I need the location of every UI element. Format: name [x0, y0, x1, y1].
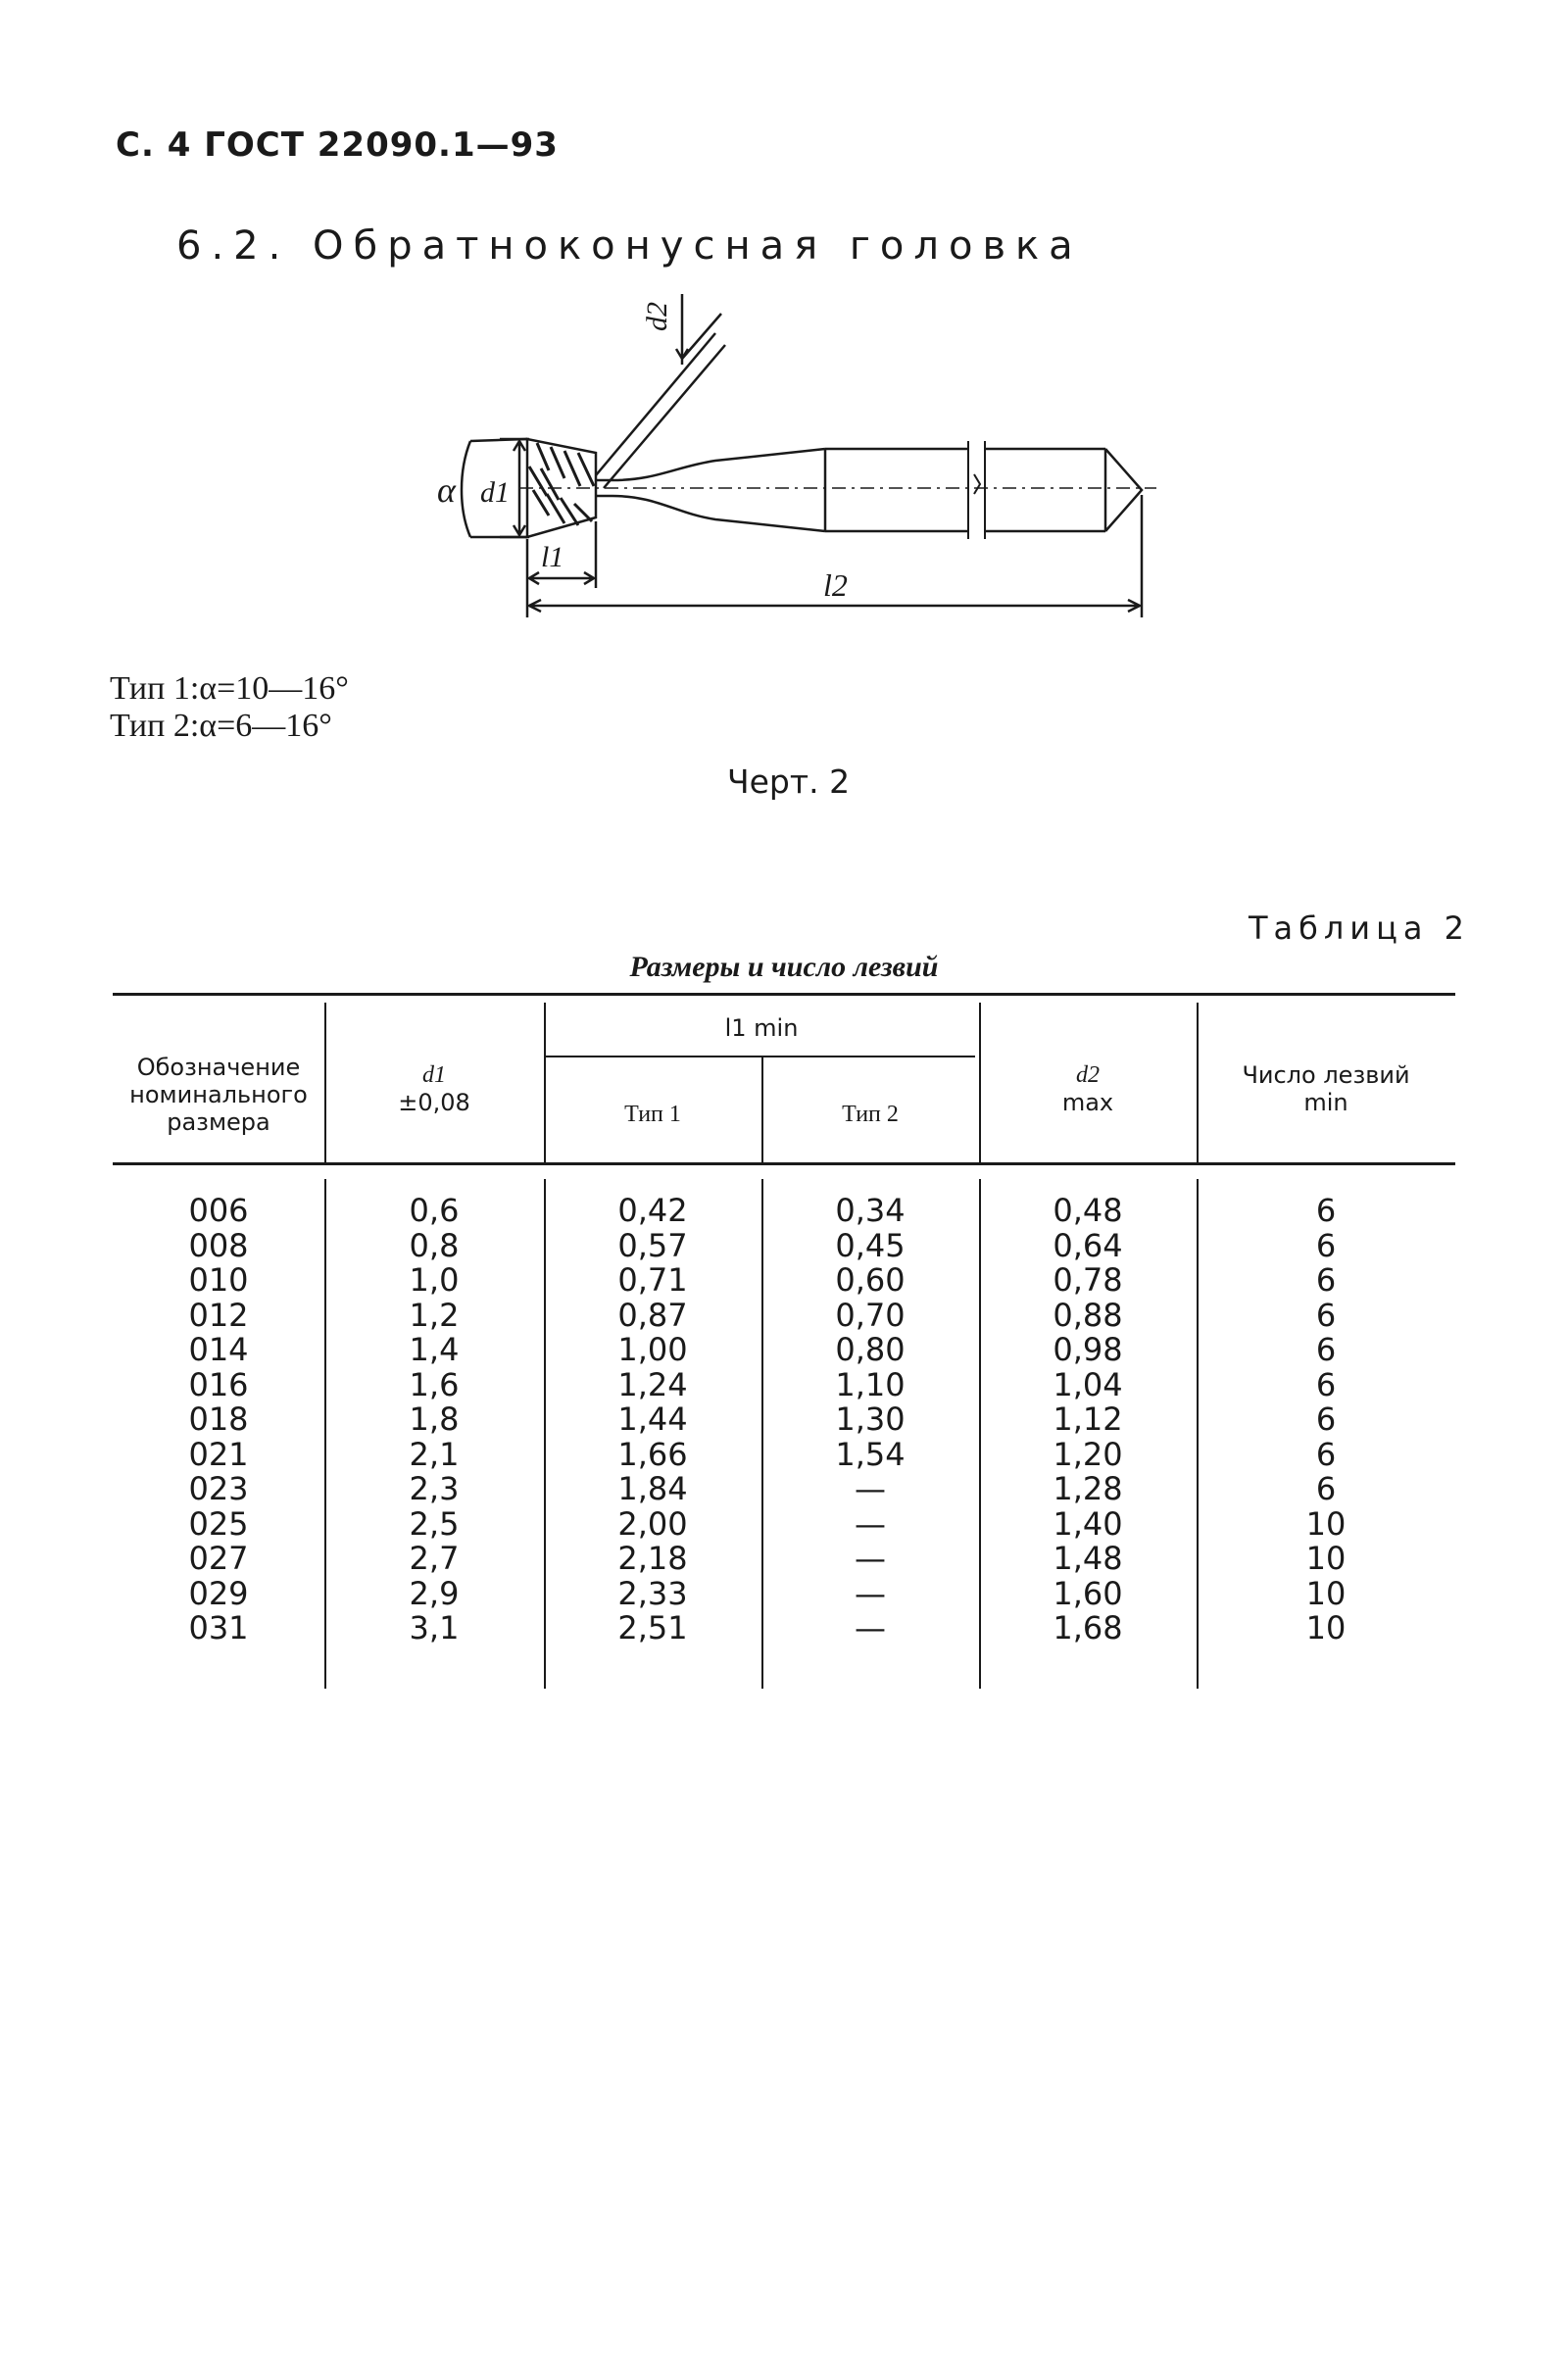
header-designation: Обозначение номинального размера — [129, 1054, 308, 1136]
shank — [825, 449, 1142, 531]
table-cell: 2,3 — [409, 1470, 460, 1507]
table-cell: 012 — [188, 1296, 249, 1334]
table-cell: — — [855, 1540, 886, 1577]
table-cell: 6 — [1315, 1192, 1337, 1229]
table-cell: 2,9 — [409, 1574, 460, 1612]
table-cell: 0,80 — [835, 1331, 906, 1368]
drawing-caption: Черт. 2 — [727, 762, 851, 801]
table-cell: — — [855, 1470, 886, 1507]
table-cell: 0,98 — [1053, 1331, 1123, 1368]
table-cell: 0,78 — [1053, 1261, 1123, 1299]
table-cell: 1,0 — [409, 1261, 460, 1299]
table-cell: 1,54 — [835, 1435, 906, 1473]
header-d2: d2 max — [1061, 1062, 1114, 1116]
table-cell: 2,5 — [409, 1504, 460, 1543]
header-d1: d1 ±0,08 — [398, 1062, 470, 1116]
table-cell: 6 — [1315, 1365, 1337, 1403]
type-note-1: Тип 1:α=10—16° — [110, 670, 349, 707]
table-cell: 1,40 — [1053, 1504, 1123, 1543]
neck — [596, 449, 825, 531]
table-cell: 0,64 — [1053, 1226, 1123, 1264]
d2-label: d2 — [641, 302, 673, 331]
table-cell: 1,8 — [409, 1401, 460, 1438]
table-cell: 6 — [1315, 1296, 1337, 1334]
table-cell: 2,33 — [617, 1574, 688, 1612]
table-cell: — — [855, 1574, 886, 1612]
table-cell: 1,66 — [617, 1435, 688, 1473]
table-cell: — — [855, 1504, 886, 1543]
table-cell: — — [855, 1609, 886, 1646]
table-cell: 018 — [188, 1401, 249, 1438]
table-cell: 1,60 — [1053, 1574, 1123, 1612]
table-cell: 2,7 — [409, 1540, 460, 1577]
table-cell: 006 — [188, 1192, 249, 1229]
table-cell: 1,30 — [835, 1401, 906, 1438]
table-cell: 027 — [188, 1540, 249, 1577]
table-cell: 6 — [1315, 1331, 1337, 1368]
table-cell: 2,1 — [409, 1435, 460, 1473]
table-cell: 0,48 — [1053, 1192, 1123, 1229]
table-cell: 0,57 — [617, 1226, 688, 1264]
table-cell: 1,4 — [409, 1331, 460, 1368]
l1-label: l1 — [541, 541, 564, 573]
l1-group-rule — [544, 1056, 975, 1057]
table-cell: 1,68 — [1053, 1609, 1123, 1646]
col-blades — [1197, 1194, 1455, 1646]
col-designation — [113, 1194, 324, 1646]
table-cell: 2,18 — [617, 1540, 688, 1577]
col-d2 — [979, 1194, 1197, 1646]
table-caption: Размеры и число лезвий — [629, 951, 939, 983]
header-type2: Тип 2 — [842, 1102, 899, 1127]
table-cell: 10 — [1305, 1574, 1347, 1612]
table-cell: 0,60 — [835, 1261, 906, 1299]
header-blades: Число лезвий min — [1242, 1061, 1410, 1116]
section-title: 6.2. Обратноконусная головка — [176, 223, 1083, 269]
header-l1-min: l1 min — [724, 1014, 799, 1042]
table-cell: 021 — [188, 1435, 249, 1473]
table-cell: 0,87 — [617, 1296, 688, 1334]
table-cell: 0,34 — [835, 1192, 906, 1229]
d1-label: d1 — [480, 476, 510, 509]
table-cell: 014 — [188, 1331, 249, 1368]
table-cell: 1,10 — [835, 1365, 906, 1403]
type-note-2: Тип 2:α=6—16° — [110, 708, 332, 744]
table-cell: 1,12 — [1053, 1401, 1123, 1438]
table-cell: 0,42 — [617, 1192, 688, 1229]
table-cell: 6 — [1315, 1401, 1337, 1438]
table-cell: 10 — [1305, 1504, 1347, 1543]
table-header-rule — [113, 1162, 1455, 1165]
col-l1-type2 — [761, 1194, 979, 1646]
spec-table — [113, 993, 1455, 1689]
table-cell: 1,04 — [1053, 1365, 1123, 1403]
table-cell: 0,71 — [617, 1261, 688, 1299]
page-header: С. 4 ГОСТ 22090.1—93 — [116, 125, 559, 165]
table-cell: 1,24 — [617, 1365, 688, 1403]
table-cell: 6 — [1315, 1226, 1337, 1264]
table-cell: 031 — [188, 1609, 249, 1646]
table-cell: 008 — [188, 1226, 249, 1264]
table-cell: 2,51 — [617, 1609, 688, 1646]
col-d1 — [324, 1194, 544, 1646]
table-cell: 1,00 — [617, 1331, 688, 1368]
table-cell: 6 — [1315, 1435, 1337, 1473]
table-cell: 025 — [188, 1504, 249, 1543]
table-cell: 1,2 — [409, 1296, 460, 1334]
table-number: Таблица 2 — [1248, 909, 1470, 947]
table-cell: 6 — [1315, 1470, 1337, 1507]
table-cell: 1,44 — [617, 1401, 688, 1438]
alpha-label: α — [437, 470, 456, 510]
table-cell: 0,8 — [409, 1226, 460, 1264]
table-cell: 6 — [1315, 1261, 1337, 1299]
table-cell: 1,84 — [617, 1470, 688, 1507]
table-cell: 0,45 — [835, 1226, 906, 1264]
table-cell: 3,1 — [409, 1609, 460, 1646]
table-cell: 1,48 — [1053, 1540, 1123, 1577]
table-cell: 0,6 — [409, 1192, 460, 1229]
table-top-rule — [113, 993, 1455, 996]
table-cell: 10 — [1305, 1540, 1347, 1577]
table-cell: 023 — [188, 1470, 249, 1507]
header-type1: Тип 1 — [624, 1102, 681, 1127]
table-cell: 1,20 — [1053, 1435, 1123, 1473]
table-cell: 0,70 — [835, 1296, 906, 1334]
table-cell: 029 — [188, 1574, 249, 1612]
l2-label: l2 — [823, 567, 848, 603]
table-cell: 2,00 — [617, 1504, 688, 1543]
bur-drawing — [431, 294, 1176, 647]
table-cell: 10 — [1305, 1609, 1347, 1646]
table-cell: 010 — [188, 1261, 249, 1299]
table-cell: 0,88 — [1053, 1296, 1123, 1334]
table-cell: 016 — [188, 1365, 249, 1403]
table-cell: 1,28 — [1053, 1470, 1123, 1507]
break-marks — [968, 441, 985, 539]
table-cell: 1,6 — [409, 1365, 460, 1403]
col-l1-type1 — [544, 1194, 761, 1646]
